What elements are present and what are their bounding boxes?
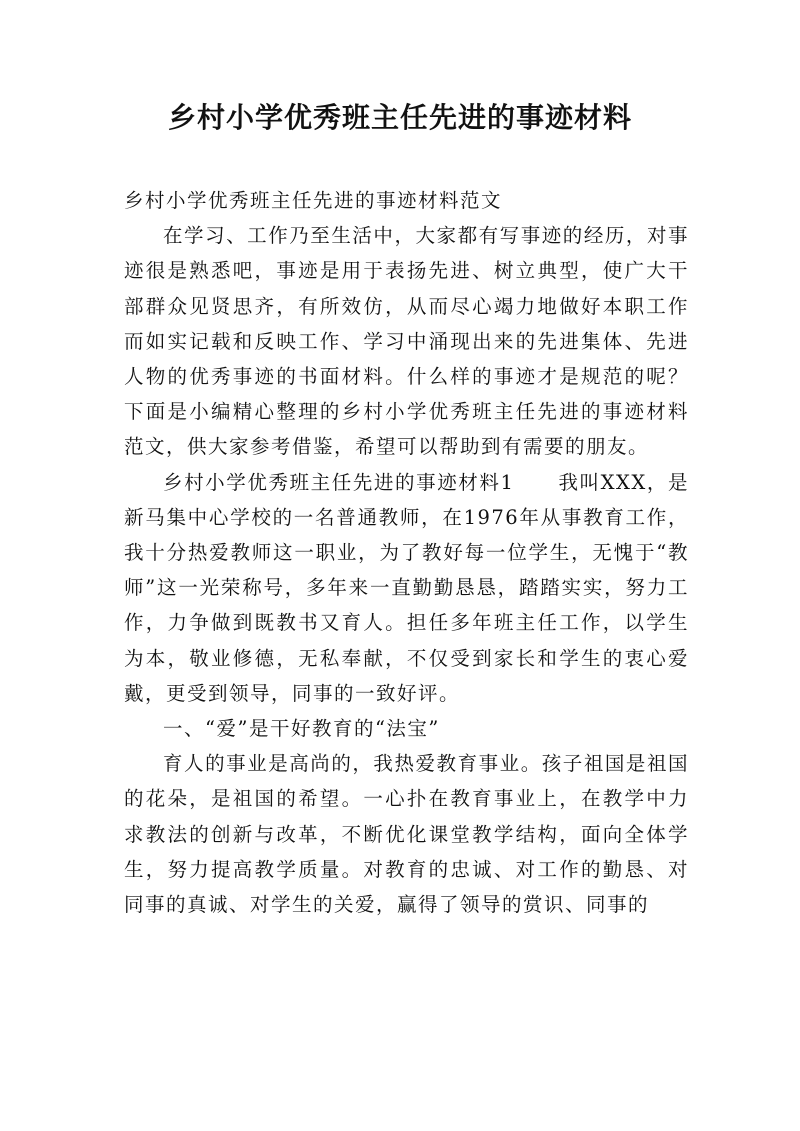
document-subtitle: 乡村小学优秀班主任先进的事迹材料范文	[124, 189, 503, 212]
section-1-title: 乡村小学优秀班主任先进的事迹材料1	[163, 470, 515, 494]
section-heading-love: 一、“爱”是干好教育的“法宝”	[163, 717, 440, 741]
document-body	[124, 183, 689, 922]
paragraph-education: 育人的事业是高尚的，我热爱教育事业。孩子祖国是祖国的花朵，是祖国的希望。一心扑在教育事业上，在教学中力求教法的创新与改革，不断优化课堂教学结构，面向全体学生，努力提高教学质量。对教育的忠诚、对工作的勤恳、对同事的真诚、对学生的关爱，赢得了领导的赏识、同事的	[124, 752, 689, 917]
section-1-paragraph	[124, 465, 689, 711]
document-title: 乡村小学优秀班主任先进的事迹材料	[167, 101, 632, 134]
intro-paragraph: 在学习、工作乃至生活中，大家都有写事迹的经历，对事迹很是熟悉吧，事迹是用于表扬先进、树立典型，使广大干部群众见贤思齐，有所效仿，从而尽心竭力地做好本职工作而如实记载和反映工作、学习中涌现出来的先进集体、先进人物的优秀事迹的书面材料。什么样的事迹才是规范的呢？下面是小编精心整理的乡村小学优秀班主任先进的事迹材料范文，供大家参考借鉴，希望可以帮助到有需要的朋友。	[124, 224, 689, 459]
section-1-text: 我叫XXX，是新马集中心学校的一名普通教师，在1976年从事教育工作，我十分热爱教师这一职业，为了教好每一位学生，无愧于“教师”这一光荣称号，多年来一直勤勤恳恳，踏踏实实，努力工作，力争做到既教书又育人。担任多年班主任工作，以学生为本，敬业修德，无私奉献，不仅受到家长和学生的衷心爱戴，更受到领导，同事的一致好评。	[124, 470, 689, 705]
